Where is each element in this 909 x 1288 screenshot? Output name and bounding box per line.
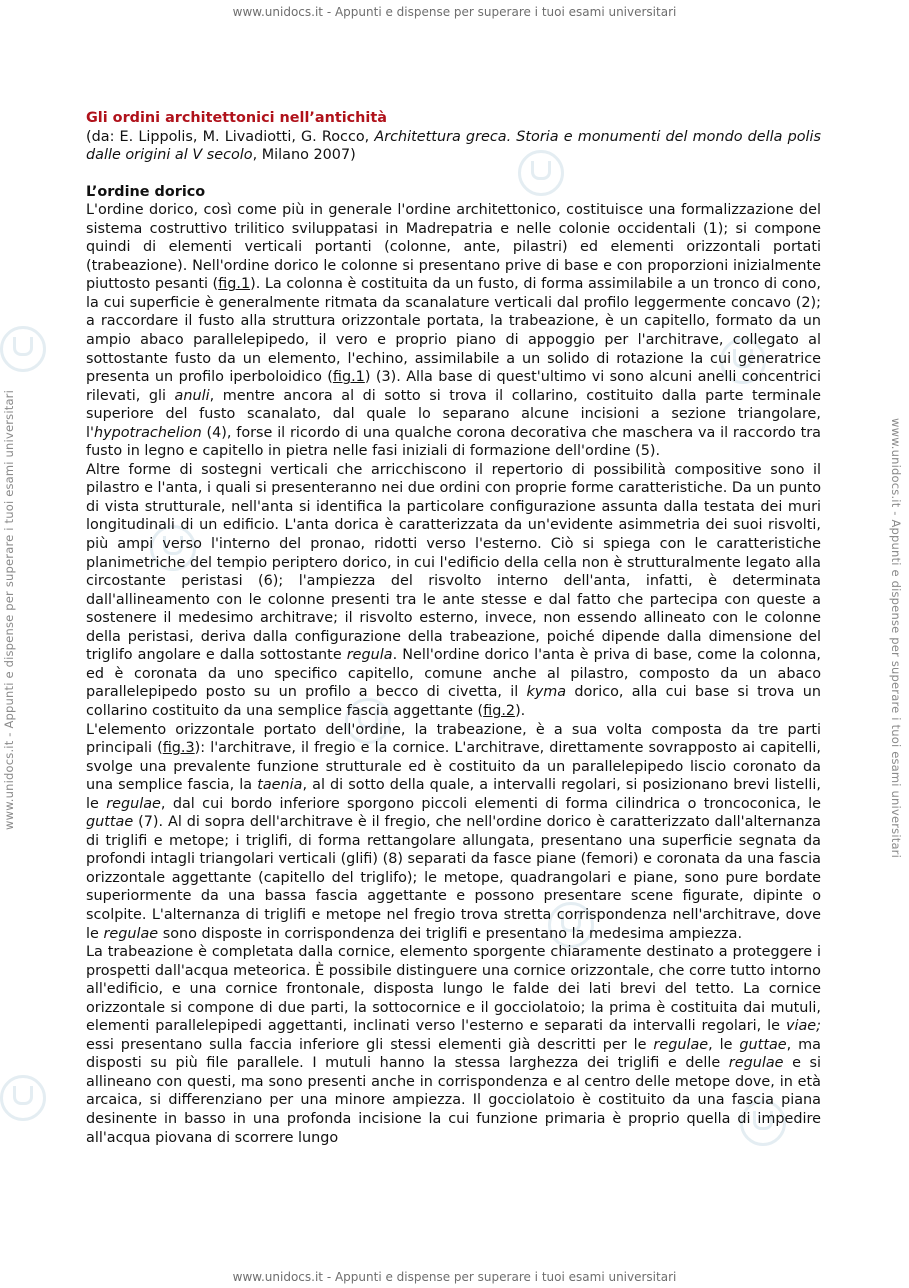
text-run: (4), forse il ricordo di una qualche corona decorativa che maschera va il raccordo tra fusto in legno e capitello in pietra nelle fasi iniziali di formazione dell'ordine (5).: [86, 424, 821, 460]
text-run: ): l'architrave, il fregio e la cornice. L'architrave, direttamente sovrapposto ai capitelli, svolge una prevalente funzione strutturale ed è costituito da un parallelepipedo liscio coronato da una semplice fascia, la: [86, 740, 821, 794]
text-run: dorico, alla cui base si trova un collarino costituito da una semplice fascia aggettante (: [86, 684, 821, 719]
body-paragraph: [86, 721, 821, 944]
side-banner-right: www.unidocs.it - Appunti e dispense per superare i tuoi esami universitari: [889, 418, 903, 859]
italic-term: regulae: [103, 925, 159, 942]
body-paragraph: [86, 461, 821, 721]
text-run: L'ordine dorico, così come più in generale l'ordine architettonico, costituisce una formalizzazione del sistema costruttivo trilitico sviluppatasi in Madrepatria e nelle colonie occidentali (1); si compone quindi di elementi verticali portanti (colonne, ante, pilastri) ed elementi orizzontali portati (trabeazione). Nell'ordine dorico le colonne si presentano prive di base e con proporzioni inizialmente piuttosto pesanti (: [86, 202, 821, 293]
text-run: Altre forme di sostegni verticali che arricchiscono il repertorio di possibilità compositive sono il pilastro e l'anta, i quali si presenteranno nei due ordini con proprie forme caratteristiche. Da un punto di vista strutturale, nell'anta si identifica la particolare configurazione assunta dalla testata dei muri longitudinali di un edificio. L'anta dorica è caratterizzata da un'evidente asimmetria dei suoi risvolti, più ampi verso l'interno del pronao, ridotti verso l'esterno. Ciò si spiega con le caratteristiche planimetriche del tempio periptero dorico, in cui l'edificio della cella non è strutturalmente legato alla circostante peristasi (6); l'ampiezza del risvolto interno dell'anta, infatti, è determinata dall'allineamento con le colonne presenti tra le ante stesse e dal fatto che partecipa con queste a sostenere il medesimo architrave; il risvolto esterno, invece, non essendo allineato con le colonne della peristasi, deriva dalla configurazione della trabeazione, poiché dipende dalla dimensione del triglifo angolare e dalla sottostante: [86, 461, 821, 664]
italic-term: regulae: [728, 1055, 784, 1072]
text-run: sono disposte in corrispondenza dei triglifi e presentano la medesima ampiezza.: [158, 925, 743, 942]
text-run: La trabeazione è completata dalla cornice, elemento sporgente chiaramente destinato a proteggere i prospetti dall'acqua meteorica. È possibile distinguere una cornice orizzontale, che corre tutto intorno all'edificio, e una cornice frontonale, disposta lungo le falde dei lati brevi del tetto. La cornice orizzontale si compone di due parti, la sottocornice e il gocciolatoio; la prima è costituita dai mutuli, elementi parallelepipedi aggettanti, inclinati verso l'esterno e separati da intervalli regolari, le: [86, 944, 821, 1035]
italic-term: viae;: [785, 1018, 821, 1035]
text-run: ) (3). Alla base di quest'ultimo vi sono alcuni anelli concentrici rilevati, gli: [86, 369, 821, 404]
figure-reference: fig.2: [483, 702, 516, 719]
document-title: Gli ordini architettonici nell’antichità: [86, 110, 387, 126]
header-banner: www.unidocs.it - Appunti e dispense per superare i tuoi esami universitari: [232, 5, 677, 19]
italic-term: guttae: [86, 814, 134, 831]
italic-term: kyma: [526, 684, 567, 701]
text-run: , al di sotto della quale, a intervalli regolari, si posizionano brevi listelli, le: [86, 777, 821, 812]
italic-term: anuli: [174, 387, 210, 404]
text-run: ).: [515, 702, 526, 719]
section-heading: L’ordine dorico: [86, 183, 206, 200]
text-run: , dal cui bordo inferiore sporgono piccoli elementi di forma cilindrica o troncoconica, le: [160, 795, 821, 812]
citation-suffix: , Milano 2007): [252, 147, 356, 164]
text-run: , le: [708, 1036, 740, 1053]
figure-reference: fig.1: [218, 276, 251, 293]
text-run: , mentre ancora al di sotto si trova il collarino, costituito dalla parte terminale superiore del fusto scanalato, dal quale lo separano alcune incisioni a sezione triangolare, l': [86, 387, 821, 441]
italic-term: taenia: [257, 777, 303, 794]
body-paragraph: [86, 201, 821, 461]
text-run: ). La colonna è costituita da un fusto, di forma assimilabile a un tronco di cono, la cui superficie è generalmente ritmata da scanalature verticali dal profilo leggermente concavo (2); a raccordare il fusto alla struttura orizzontale portata, la trabeazione, è un capitello, formato da un ampio abaco parallelepipedo, il vero e proprio piano di appoggio per l'architrave, collegato al sottostante fusto da un elemento, l'echino, assimilabile a un solido di rotazione la cui generatrice presenta un profilo iperboloidico (: [86, 276, 821, 386]
document-citation: [86, 128, 821, 165]
italic-term: regula: [346, 647, 393, 664]
figure-reference: fig.1: [332, 369, 365, 386]
text-run: essi presentano sulla faccia inferiore gli stessi elementi già descritti per le: [86, 1036, 654, 1053]
italic-term: hypotrachelion: [93, 424, 202, 441]
italic-term: regulae: [653, 1036, 709, 1053]
document-body: [86, 109, 821, 1147]
text-run: . Nell'ordine dorico l'anta è priva di base, come la colonna, ed è coronata da uno specifico capitello, comune anche al pilastro, composto da un abaco parallelepipedo posto su un profilo a becco di civetta, il: [86, 647, 821, 701]
text-run: , ma disposti su più file parallele. I mutuli hanno la stessa larghezza dei triglifi e delle: [86, 1036, 821, 1072]
figure-reference: fig.3: [162, 740, 195, 757]
italic-term: guttae: [739, 1036, 787, 1053]
section-body: [86, 201, 821, 1147]
text-run: e si allineano con questi, ma sono presenti anche in corrispondenza e al centro delle metope dove, in età arcaica, si differenziano per una minore ampiezza. Il gocciolatoio è costituito da una fascia piana desinente in basso in una profonda incisione la cui funzione primaria è proprio quella di impedire all'acqua piovana di scorrere lungo: [86, 1055, 821, 1146]
watermark-logo-icon: [0, 326, 46, 372]
body-paragraph: [86, 943, 821, 1147]
italic-term: regulae: [106, 795, 161, 812]
citation-prefix: (da: E. Lippolis, M. Livadiotti, G. Rocco,: [86, 128, 375, 145]
watermark-logo-icon: [0, 1075, 46, 1121]
citation-work: Architettura greca. Storia e monumenti del mondo della polis dalle origini al V secolo: [86, 128, 822, 164]
text-run: L'elemento orizzontale portato dell'ordine, la trabeazione, è a sua volta composta da tre parti principali (: [86, 721, 821, 757]
footer-banner: www.unidocs.it - Appunti e dispense per superare i tuoi esami universitari: [232, 1270, 677, 1284]
text-run: (7). Al di sopra dell'architrave è il fregio, che nell'ordine dorico è caratterizzato dall'alternanza di triglifi e metope; i triglifi, di forma rettangolare allungata, presentano una superficie segnata da profondi intagli triangolari verticali (glifi) (8) separati da fasce piane (femori) e coronata da una fascia orizzontale aggettante (capitello del triglifo); le metope, quadrangolari e piane, sono pure bordate superiormente da una bassa fascia aggettante e possono presentare scene figurate, dipinte o scolpite. L'alternanza di triglifi e metope nel fregio trova stretta corrispondenza nell'architrave, dove le: [86, 814, 821, 942]
side-banner-left: www.unidocs.it - Appunti e dispense per superare i tuoi esami universitari: [2, 389, 16, 830]
